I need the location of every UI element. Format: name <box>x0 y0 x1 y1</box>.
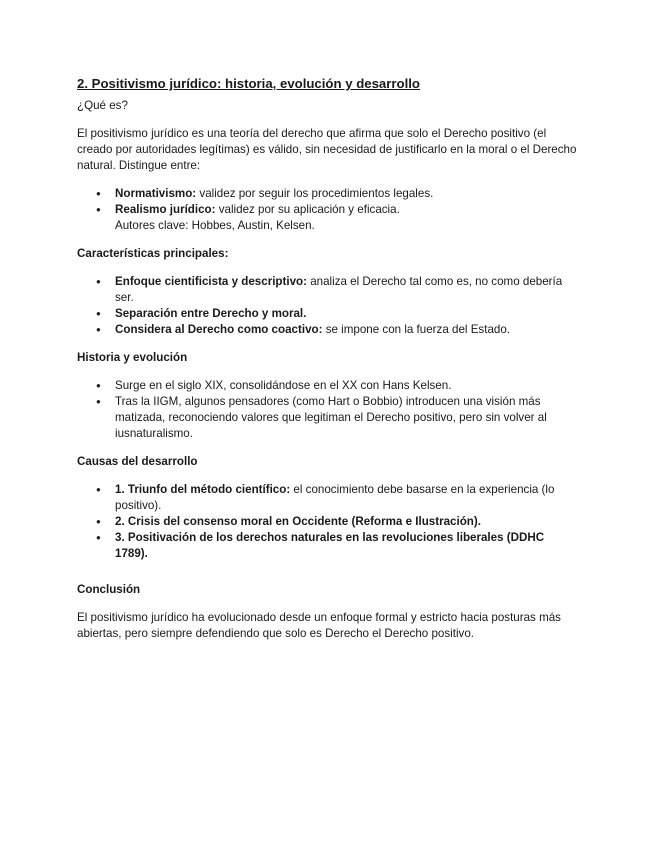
item-text: validez por seguir los procedimientos legales. <box>196 187 434 200</box>
document-title: 2. Positivismo jurídico: historia, evolución y desarrollo <box>77 76 420 91</box>
causes-heading: Causas del desarrollo <box>77 455 198 468</box>
item-text: se impone con la fuerza del Estado. <box>322 323 511 336</box>
item-term: Considera al Derecho como coactivo: <box>115 323 323 336</box>
intro-paragraph: El positivismo jurídico es una teoría del derecho que afirma que solo el Derecho positivo (el creado por autoridades legítimas) es válido, sin necesidad de justificarlo en la moral o el Derecho natural. Distingue entre: <box>77 127 577 172</box>
characteristics-list <box>77 274 577 338</box>
document-page <box>77 74 577 654</box>
item-term: Separación entre Derecho y moral. <box>115 307 307 320</box>
causes-list <box>77 482 577 562</box>
list-item: ● Tras la IIGM, algunos pensadores (como Hart o Bobbio) introducen una visión más matizada, reconociendo valores que legitiman el Derecho positivo, pero sin volver al iusnaturalismo. <box>77 394 577 442</box>
item-text: analiza el Derecho tal como es, no como debería ser. <box>115 275 563 304</box>
list-item <box>77 530 577 562</box>
item-term: Enfoque cientificista y descriptivo: <box>115 275 307 288</box>
item-term: Realismo jurídico: <box>115 203 216 216</box>
item-term: Normativismo: <box>115 187 197 200</box>
item-text: el conocimiento debe basarse en la experiencia (lo positivo). <box>115 483 555 512</box>
item-term: 1. Triunfo del método científico: <box>115 483 291 496</box>
conclusion-paragraph: El positivismo jurídico ha evolucionado desde un enfoque formal y estricto hacia posturas más abiertas, pero siempre defendiendo que solo es Derecho el Derecho positivo. <box>77 611 561 640</box>
list-item <box>77 482 577 514</box>
list-item <box>77 322 577 338</box>
list-item <box>77 514 577 530</box>
conclusion-heading: Conclusión <box>77 583 141 596</box>
list-item <box>77 186 577 202</box>
spacer <box>77 574 577 582</box>
list-item <box>77 306 577 322</box>
list-item <box>77 202 577 234</box>
item-term: 2. Crisis del consenso moral en Occidente (Reforma e Ilustración). <box>115 515 481 528</box>
key-authors-text: Autores clave: Hobbes, Austin, Kelsen. <box>115 219 315 232</box>
characteristics-heading: Características principales: <box>77 247 229 260</box>
list-item <box>77 274 577 306</box>
item-term: 3. Positivación de los derechos naturales en las revoluciones liberales (DDHC 1789). <box>115 531 545 560</box>
types-list <box>77 186 577 234</box>
question-text: ¿Qué es? <box>77 99 128 112</box>
item-text: validez por su aplicación y eficacia. <box>215 203 400 216</box>
list-item: ● Surge en el siglo XIX, consolidándose en el XX con Hans Kelsen. <box>77 378 577 394</box>
history-list <box>77 378 577 442</box>
history-heading: Historia y evolución <box>77 351 188 364</box>
